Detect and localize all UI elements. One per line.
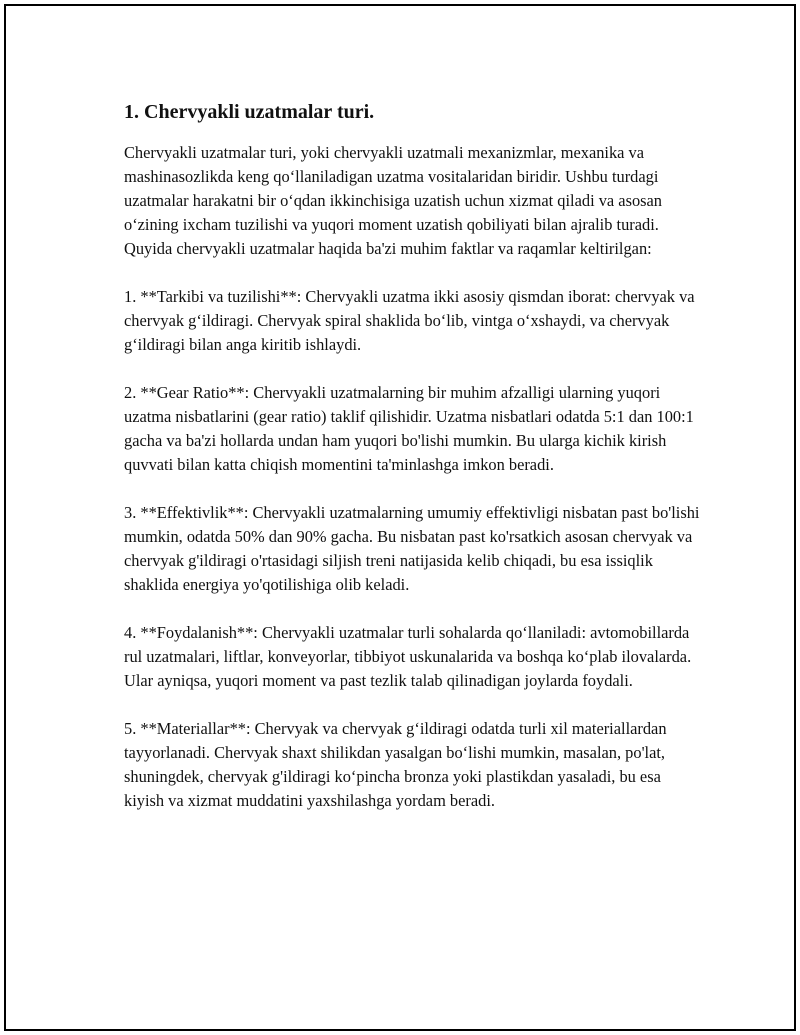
page-frame xyxy=(4,4,796,1031)
paragraph-efficiency: 3. **Effektivlik**: Chervyakli uzatmalarning umumiy effektivligi nisbatan past bo'lishi mumkin, odatda 50% dan 90% gacha. Bu nisbatan past ko'rsatkich asosan chervyak va chervyak g'ildiragi o'rtasidagi siljish treni natijasida kelib chiqadi, bu esa issiqlik shaklida energiya yo'qotilishiga olib keladi. xyxy=(124,503,700,594)
paragraph-composition: 1. **Tarkibi va tuzilishi**: Chervyakli uzatma ikki asosiy qismdan iborat: chervyak va chervyak g‘ildiragi. Chervyak spiral shaklida bo‘lib, vintga o‘xshaydi, va chervyak g‘ildiragi bilan anga kiritib ishlaydi. xyxy=(124,287,695,354)
paragraph-materials: 5. **Materiallar**: Chervyak va chervyak g‘ildiragi odatda turli xil materiallardan tayyorlanadi. Chervyak shaxt shilikdan yasalgan bo‘lishi mumkin, masalan, po'lat, shuningdek, chervyak g'ildiragi ko‘pincha bronza yoki plastikdan yasaladi, bu esa kiyish va xizmat muddatini yaxshilashga yordam beradi. xyxy=(124,719,667,810)
page-content xyxy=(124,99,704,837)
intro-paragraph: Chervyakli uzatmalar turi, yoki chervyakli uzatmali mexanizmlar, mexanika va mashinasozlikda keng qo‘llaniladigan uzatma vositalaridan biridir. Ushbu turdagi uzatmalar harakatni bir o‘qdan ikkinchisiga uzatish uchun xizmat qiladi va asosan o‘zining ixcham tuzilishi va yuqori moment uzatish qobiliyati bilan ajralib turadi. Quyida chervyakli uzatmalar haqida ba'zi muhim faktlar va raqamlar keltirilgan: xyxy=(124,143,662,258)
paragraph-usage: 4. **Foydalanish**: Chervyakli uzatmalar turli sohalarda qo‘llaniladi: avtomobillarda rul uzatmalari, liftlar, konveyorlar, tibbiyot uskunalarida va boshqa ko‘plab ilovalarda. Ular ayniqsa, yuqori moment va past tezlik talab qilinadigan joylarda foydali. xyxy=(124,623,692,690)
paragraph-gear-ratio: 2. **Gear Ratio**: Chervyakli uzatmalarning bir muhim afzalligi ularning yuqori uzatma nisbatlarini (gear ratio) taklif qilishidir. Uzatma nisbatlari odatda 5:1 dan 100:1 gacha va ba'zi hollarda undan ham yuqori bo'lishi mumkin. Bu ularga kichik kirish quvvati bilan katta chiqish momentini ta'minlashga imkon beradi. xyxy=(124,383,694,474)
document-title: 1. Chervyakli uzatmalar turi. xyxy=(124,101,375,123)
